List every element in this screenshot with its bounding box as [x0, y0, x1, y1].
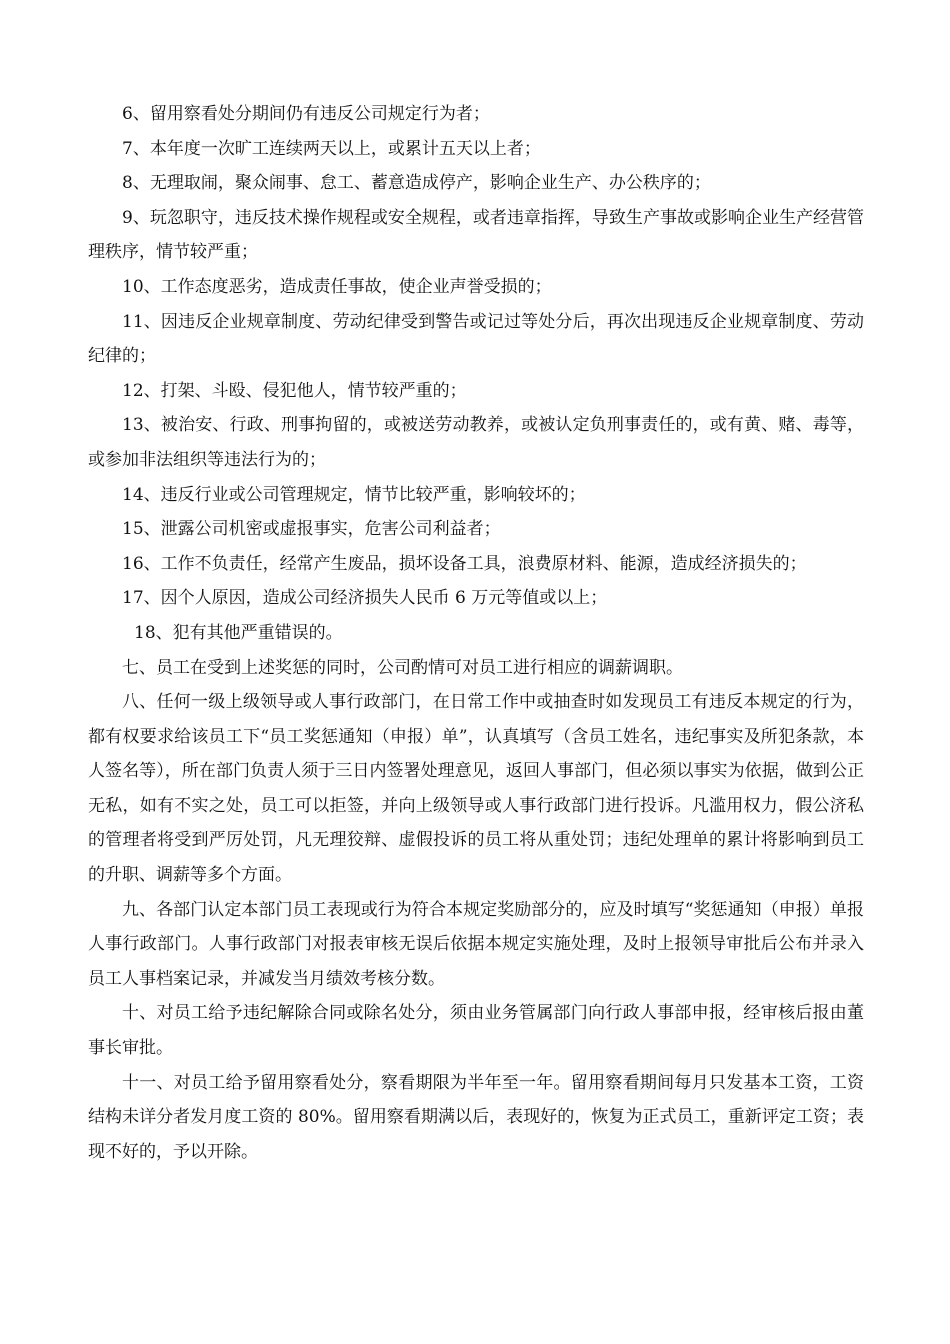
section-11: 十一、对员工给予留用察看处分，察看期限为半年至一年。留用察看期间每月只发基本工资，工资结构未详分者发月度工资的 80%。留用察看期满以后，表现好的，恢复为正式员工，重新评定工资；表现不好的，予以开除。: [88, 1072, 864, 1162]
paragraph-item-9: 9、玩忽职守，违反技术操作规程或安全规程，或者违章指挥，导致生产事故或影响企业生产经营管理秩序，情节较严重；: [88, 207, 864, 263]
paragraph-item-11: 11、因违反企业规章制度、劳动纪律受到警告或记过等处分后，再次出现违反企业规章制度、劳动纪律的；: [88, 311, 864, 367]
paragraph-item-18: 18、犯有其他严重错误的。: [134, 622, 343, 643]
paragraph-item-13: 13、被治安、行政、刑事拘留的，或被送劳动教养，或被认定负刑事责任的，或有黄、赌、毒等，或参加非法组织等违法行为的；: [88, 415, 864, 470]
section-9: 九、各部门认定本部门员工表现或行为符合本规定奖励部分的，应及时填写“奖惩通知（申报）单报人事行政部门。人事行政部门对报表审核无误后依据本规定实施处理，及时上报领导审批后公布并录入员工人事档案记录，并减发当月绩效考核分数。: [88, 899, 864, 989]
section-8: 八、任何一级上级领导或人事行政部门，在日常工作中或抽查时如发现员工有违反本规定的行为，都有权要求给该员工下“员工奖惩通知（申报）单”，认真填写（含员工姓名，违纪事实及所犯条款，本人签名等），所在部门负责人须于三日内签署处理意见，返回人事部门，但必须以事实为依据，做到公正无私，如有不实之处，员工可以拒签，并向上级领导或人事行政部门进行投诉。凡滥用权力，假公济私的管理者将受到严厉处罚，凡无理狡辩、虚假投诉的员工将从重处罚；违纪处理单的累计将影响到员工的升职、调薪等多个方面。: [88, 692, 864, 886]
paragraph-item-8: 8、无理取闹，聚众闹事、怠工、蓄意造成停产，影响企业生产、办公秩序的；: [122, 173, 711, 194]
paragraph-item-17: 17、因个人原因，造成公司经济损失人民币 6 万元等值或以上；: [122, 588, 608, 609]
paragraph-item-7: 7、本年度一次旷工连续两天以上，或累计五天以上者；: [122, 138, 541, 159]
paragraph-item-15: 15、泄露公司机密或虚报事实，危害公司利益者；: [122, 519, 501, 540]
paragraph-item-6: 6、留用察看处分期间仍有违反公司规定行为者；: [122, 104, 490, 124]
paragraph-item-14: 14、违反行业或公司管理规定，情节比较严重，影响较坏的；: [122, 484, 586, 505]
section-7: 七、员工在受到上述奖惩的同时，公司酌情可对员工进行相应的调薪调职。: [122, 657, 683, 678]
document-body: [88, 97, 864, 1169]
section-10: 十、对员工给予违纪解除合同或除名处分，须由业务管属部门向行政人事部申报，经审核后报由董事长审批。: [88, 1003, 864, 1059]
paragraph-item-16: 16、工作不负责任，经常产生废品，损坏设备工具，浪费原材料、能源，造成经济损失的；: [122, 553, 807, 574]
paragraph-item-12: 12、打架、斗殴、侵犯他人，情节较严重的；: [122, 380, 467, 401]
paragraph-item-10: 10、工作态度恶劣，造成责任事故，使企业声誉受损的；: [122, 276, 552, 297]
